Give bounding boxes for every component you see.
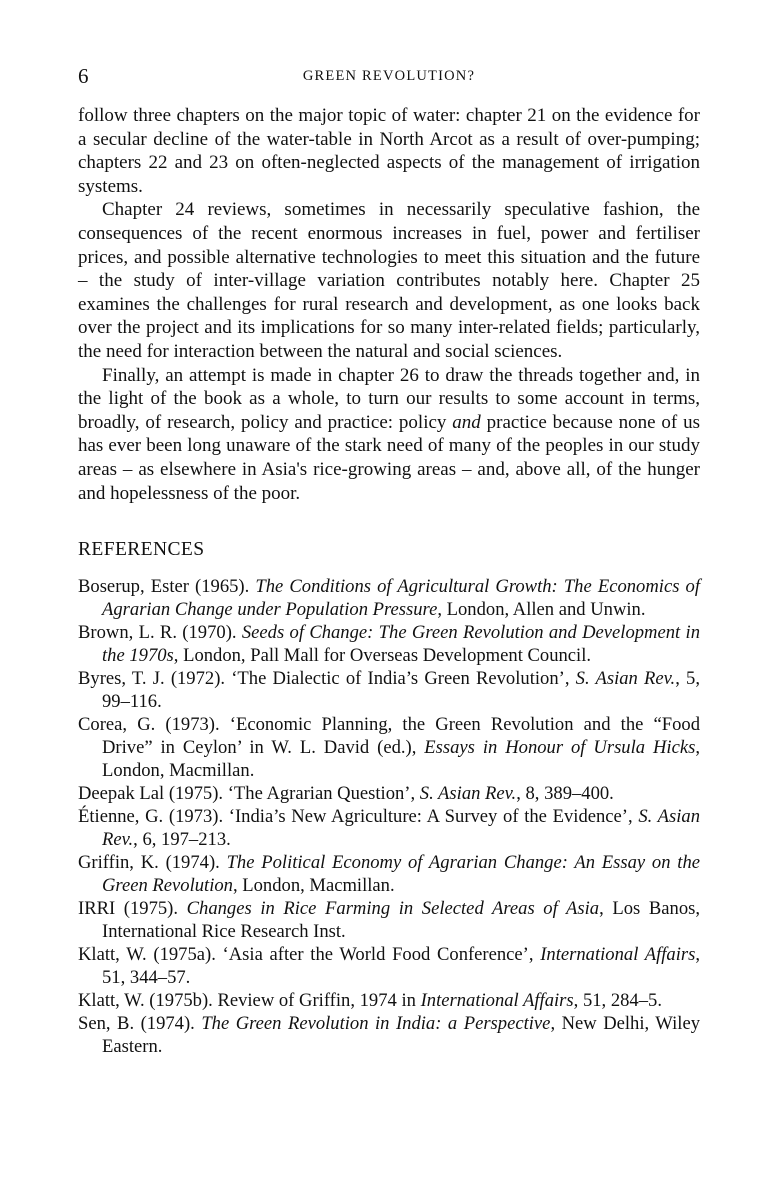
running-head [78, 58, 700, 92]
reference-details: , London, Allen and Unwin. [437, 599, 646, 621]
reference-author: Deepak Lal (1975). ‘The Agrarian Question’, [78, 783, 420, 805]
page-number: 6 [78, 64, 89, 88]
paragraph: follow three chapters on the major topic of water: chapter 21 on the evidence for a secular decline of the water-table in North Arcot as a result of over-pumping; chapters 22 and 23 on often-neglected aspects of the management of irrigation systems. [78, 105, 700, 197]
reference-item [78, 989, 700, 1012]
reference-author: IRRI (1975). [78, 898, 187, 920]
reference-item [78, 667, 700, 713]
running-title: GREEN REVOLUTION? [302, 68, 476, 84]
reference-item [78, 943, 700, 989]
reference-author: Klatt, W. (1975b). Review of Griffin, 1974 in [78, 990, 421, 1012]
reference-item [78, 782, 700, 805]
reference-item [78, 575, 700, 621]
reference-author: Boserup, Ester (1965). [78, 576, 256, 598]
reference-details: , 51, 284–5. [573, 990, 662, 1012]
references-heading: REFERENCES [78, 539, 205, 561]
reference-details: , London, Macmillan. [102, 737, 700, 782]
reference-details: , 6, 197–213. [133, 829, 231, 851]
reference-author: Brown, L. R. (1970). [78, 622, 242, 644]
reference-title: The Conditions of Agricultural Growth: The Economics of Agrarian Change under Population Pressure [102, 576, 701, 621]
reference-title: Essays in Honour of Ursula Hicks [424, 737, 696, 759]
reference-author: Corea, G. (1973). ‘Economic Planning, the Green Revolution and the “Food Drive” in Ceylon’ in W. L. David (ed.), [78, 714, 700, 759]
reference-title: International Affairs [540, 944, 696, 966]
book-page [78, 58, 700, 1058]
reference-details: , 51, 344–57. [102, 944, 701, 989]
reference-title: International Affairs [420, 990, 574, 1012]
reference-author: Klatt, W. (1975a). ‘Asia after the World Food Conference’, [78, 944, 541, 966]
reference-details: , New Delhi, Wiley Eastern. [102, 1013, 700, 1058]
emphasis-text: and [452, 411, 481, 433]
reference-item [78, 897, 700, 943]
reference-item [78, 851, 700, 897]
reference-details: , 8, 389–400. [516, 783, 614, 805]
reference-title: S. Asian Rev. [102, 806, 700, 851]
body-text [78, 104, 700, 505]
reference-item [78, 1012, 700, 1058]
reference-details: , 5, 99–116. [102, 668, 700, 713]
paragraph: Chapter 24 reviews, sometimes in necessarily speculative fashion, the consequences of the recent enormous increases in fuel, power and fertiliser prices, and possible alternative technologies to meet this situation and the future – the study of inter-village variation contributes notably here. Chapter 25 examines the challenges for rural research and development, as one looks back over the project and its implications for so many inter-related fields; particularly, the need for interaction between the natural and social sciences. [78, 199, 700, 362]
paragraph-text: practice because none of us has ever been long unaware of the stark need of many of the peoples in our study areas – as elsewhere in Asia's rice-growing areas – and, above all, of the hunger and hopelessness of the poor. [78, 411, 700, 504]
reference-list [78, 575, 700, 1058]
paragraph-text: Finally, an attempt is made in chapter 26 to draw the threads together and, in the light of the book as a whole, to turn our results to some account in terms, broadly, of research, policy and practice: policy [78, 364, 700, 433]
reference-details: , London, Pall Mall for Overseas Development Council. [173, 645, 592, 667]
reference-author: Byres, T. J. (1972). ‘The Dialectic of India’s Green Revolution’, [78, 668, 576, 690]
reference-details: , Los Banos, International Rice Research Inst. [102, 898, 700, 943]
reference-title: The Green Revolution in India: a Perspective [201, 1013, 551, 1035]
reference-title: Seeds of Change: The Green Revolution and Development in the 1970s [102, 622, 700, 667]
reference-title: The Political Economy of Agrarian Change: An Essay on the Green Revolution [102, 852, 701, 897]
reference-details: , London, Macmillan. [232, 875, 395, 897]
reference-author: Griffin, K. (1974). [78, 852, 227, 874]
reference-item [78, 805, 700, 851]
paragraph [78, 364, 700, 506]
reference-title: S. Asian Rev. [575, 668, 676, 690]
reference-author: Étienne, G. (1973). ‘India’s New Agriculture: A Survey of the Evidence’, [78, 806, 639, 828]
reference-author: Sen, B. (1974). [78, 1013, 202, 1035]
reference-title: Changes in Rice Farming in Selected Areas of Asia [186, 898, 600, 920]
reference-title: S. Asian Rev. [419, 783, 517, 805]
reference-item [78, 713, 700, 782]
reference-item [78, 621, 700, 667]
